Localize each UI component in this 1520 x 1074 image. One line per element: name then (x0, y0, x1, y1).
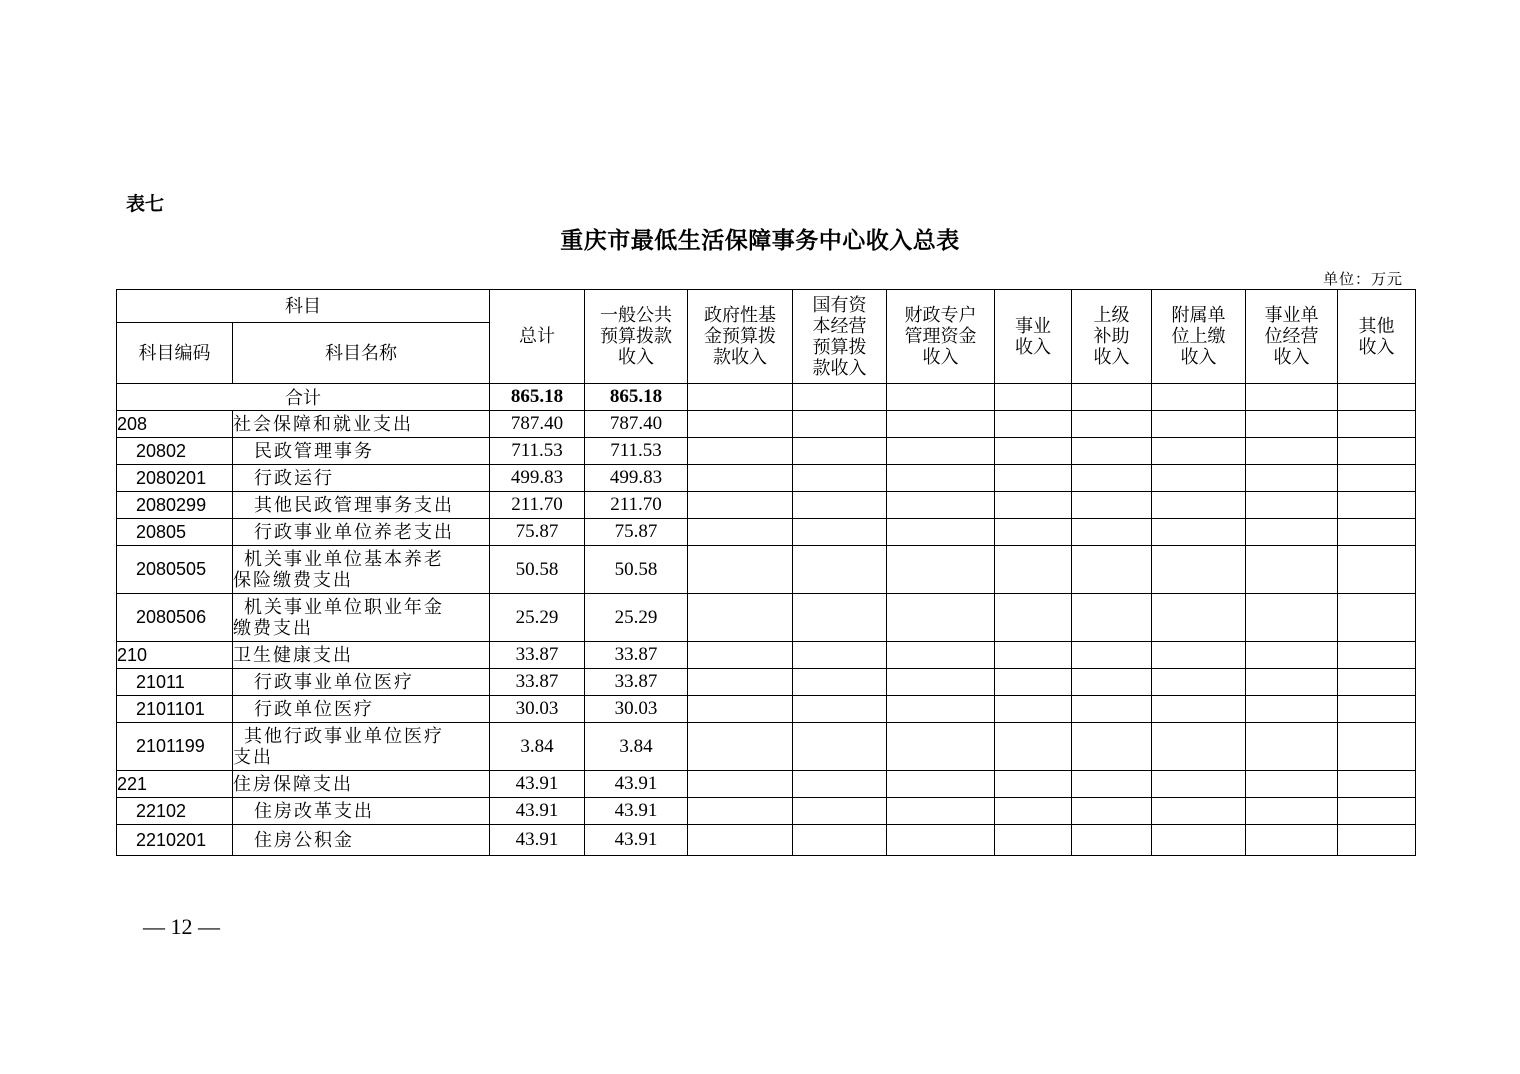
table-row (117, 594, 1416, 642)
header-affiliate-payment: 附属单位上缴收入 (1152, 290, 1246, 384)
name-cell: 住房改革支出 (233, 798, 490, 825)
header-subject-code: 科目编码 (117, 323, 233, 384)
header-state-capital: 国有资本经营预算拨款收入 (793, 290, 887, 384)
general-budget-cell: 865.18 (585, 384, 688, 411)
code-cell: 208 (117, 411, 233, 438)
table-row (117, 825, 1416, 856)
total-cell: 50.58 (490, 546, 585, 594)
code-cell: 20805 (117, 519, 233, 546)
table-row (117, 411, 1416, 438)
name-cell: 行政事业单位养老支出 (233, 519, 490, 546)
total-cell: 33.87 (490, 642, 585, 669)
code-cell: 2080505 (117, 546, 233, 594)
general-budget-cell: 787.40 (585, 411, 688, 438)
total-cell: 30.03 (490, 696, 585, 723)
total-cell: 499.83 (490, 465, 585, 492)
page-number: — 12 — (143, 914, 220, 939)
total-cell: 865.18 (490, 384, 585, 411)
code-cell: 2080506 (117, 594, 233, 642)
code-cell: 221 (117, 771, 233, 798)
total-label: 合计 (117, 384, 490, 411)
total-cell: 25.29 (490, 594, 585, 642)
general-budget-cell: 211.70 (585, 492, 688, 519)
unit-label: 单位：万元 (1322, 270, 1403, 288)
general-budget-cell: 3.84 (585, 723, 688, 771)
code-cell: 2210201 (117, 825, 233, 856)
table-row (117, 669, 1416, 696)
name-line-1: 机关事业单位基本养老 (244, 548, 444, 570)
total-cell: 43.91 (490, 771, 585, 798)
total-row (117, 384, 1416, 411)
general-budget-cell: 43.91 (585, 771, 688, 798)
total-cell: 43.91 (490, 825, 585, 856)
table-row (117, 771, 1416, 798)
code-cell: 2101101 (117, 696, 233, 723)
name-line-1: 其他行政事业单位医疗 (244, 725, 444, 747)
general-budget-cell: 30.03 (585, 696, 688, 723)
header-general-budget: 一般公共预算拨款收入 (585, 290, 688, 384)
code-cell: 21011 (117, 669, 233, 696)
name-line-2: 缴费支出 (233, 617, 313, 639)
header-superior-subsidy: 上级补助收入 (1072, 290, 1152, 384)
name-cell (233, 594, 490, 642)
total-cell: 787.40 (490, 411, 585, 438)
table-row (117, 696, 1416, 723)
document-title: 重庆市最低生活保障事务中心收入总表 (560, 227, 960, 254)
table-label: 表七 (126, 193, 165, 215)
general-budget-cell: 50.58 (585, 546, 688, 594)
header-subject-group: 科目 (117, 290, 490, 323)
table-row (117, 519, 1416, 546)
name-cell: 住房公积金 (233, 825, 490, 856)
income-summary-table (116, 289, 1416, 856)
table-row (117, 465, 1416, 492)
table-row (117, 723, 1416, 771)
table-row (117, 546, 1416, 594)
header-business-income: 事业收入 (995, 290, 1072, 384)
general-budget-cell: 43.91 (585, 798, 688, 825)
general-budget-cell: 75.87 (585, 519, 688, 546)
name-line-2: 保险缴费支出 (233, 569, 353, 591)
name-line-2: 支出 (233, 746, 273, 768)
table-row (117, 492, 1416, 519)
code-cell: 2080201 (117, 465, 233, 492)
general-budget-cell: 33.87 (585, 642, 688, 669)
total-cell: 3.84 (490, 723, 585, 771)
name-cell (233, 546, 490, 594)
name-cell: 其他民政管理事务支出 (233, 492, 490, 519)
header-total: 总计 (490, 290, 585, 384)
table-row (117, 642, 1416, 669)
name-cell: 社会保障和就业支出 (233, 411, 490, 438)
header-fiscal-special: 财政专户管理资金收入 (887, 290, 995, 384)
name-cell: 行政单位医疗 (233, 696, 490, 723)
total-cell: 211.70 (490, 492, 585, 519)
general-budget-cell: 33.87 (585, 669, 688, 696)
general-budget-cell: 711.53 (585, 438, 688, 465)
table-row (117, 438, 1416, 465)
total-cell: 33.87 (490, 669, 585, 696)
total-cell: 711.53 (490, 438, 585, 465)
header-gov-fund: 政府性基金预算拨款收入 (688, 290, 793, 384)
total-cell: 43.91 (490, 798, 585, 825)
code-cell: 22102 (117, 798, 233, 825)
name-cell (233, 723, 490, 771)
header-other-income: 其他收入 (1338, 290, 1416, 384)
name-cell: 民政管理事务 (233, 438, 490, 465)
general-budget-cell: 43.91 (585, 825, 688, 856)
general-budget-cell: 499.83 (585, 465, 688, 492)
name-cell: 行政运行 (233, 465, 490, 492)
header-subject-name: 科目名称 (233, 323, 490, 384)
name-cell: 卫生健康支出 (233, 642, 490, 669)
code-cell: 2101199 (117, 723, 233, 771)
name-cell: 行政事业单位医疗 (233, 669, 490, 696)
header-operating-income: 事业单位经营收入 (1246, 290, 1338, 384)
name-cell: 住房保障支出 (233, 771, 490, 798)
code-cell: 20802 (117, 438, 233, 465)
name-line-1: 机关事业单位职业年金 (244, 596, 444, 618)
general-budget-cell: 25.29 (585, 594, 688, 642)
table-row (117, 798, 1416, 825)
code-cell: 2080299 (117, 492, 233, 519)
code-cell: 210 (117, 642, 233, 669)
total-cell: 75.87 (490, 519, 585, 546)
